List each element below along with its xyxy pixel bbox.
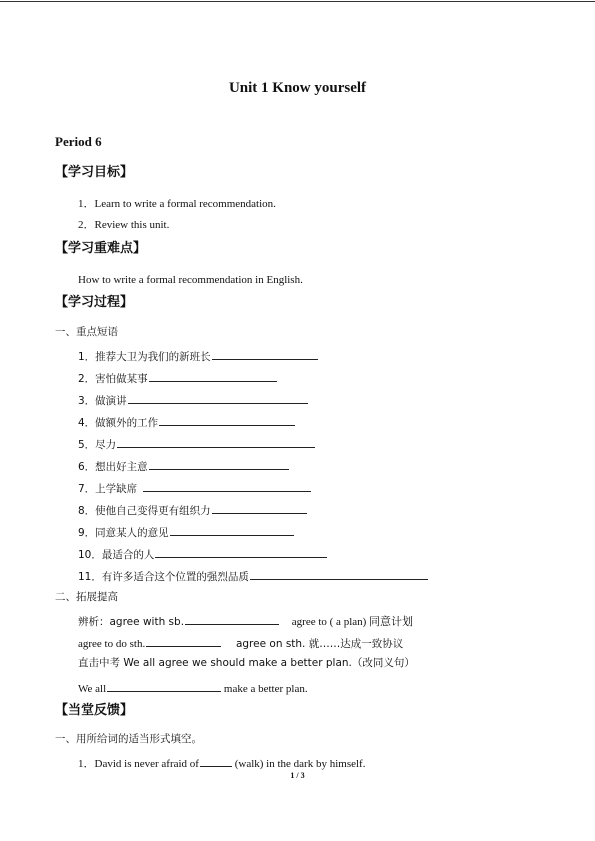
- phrase-item-9: 9．同意某人的意见: [78, 525, 294, 539]
- document-title: Unit 1 Know yourself: [228, 80, 367, 96]
- feedback-heading: 【当堂反馈】: [55, 703, 134, 718]
- key-points-heading: 【学习重难点】: [55, 241, 147, 256]
- phrase-item-4: 4．做额外的工作: [78, 415, 295, 429]
- answer-blank[interactable]: [212, 349, 318, 360]
- answer-blank[interactable]: [128, 393, 308, 404]
- page-number: 1 / 3: [290, 771, 305, 780]
- answer-blank[interactable]: [212, 503, 307, 514]
- phrase-item-7: 7．上学缺席: [78, 481, 311, 495]
- goal-item-1: 1．Learn to write a formal recommendation.: [78, 198, 276, 210]
- top-rule: [0, 1, 595, 2]
- answer-blank[interactable]: [250, 569, 428, 580]
- answer-blank[interactable]: [149, 371, 277, 382]
- answer-blank[interactable]: [146, 636, 221, 647]
- answer-blank[interactable]: [159, 415, 295, 426]
- phrase-item-10: 10．最适合的人: [78, 547, 327, 561]
- part1-heading: 一、重点短语: [55, 326, 118, 338]
- process-heading: 【学习过程】: [55, 295, 134, 310]
- answer-blank[interactable]: [155, 547, 327, 558]
- phrase-item-11: 11．有许多适合这个位置的强烈品质: [78, 569, 428, 583]
- answer-blank[interactable]: [170, 525, 294, 536]
- phrase-item-6: 6．想出好主意: [78, 459, 289, 473]
- extension-line-1: 辨析：agree with sb. agree to ( a plan) 同意计划: [78, 616, 414, 628]
- answer-blank[interactable]: [200, 756, 232, 767]
- answer-blank[interactable]: [143, 481, 311, 492]
- feedback-part-heading: 一、用所给词的适当形式填空。: [55, 733, 202, 745]
- part2-heading: 二、拓展提高: [55, 591, 118, 603]
- goal-item-2: 2．Review this unit.: [78, 219, 170, 231]
- phrase-item-5: 5．尽力: [78, 437, 315, 451]
- phrase-item-1: 1．推荐大卫为我们的新班长: [78, 349, 318, 363]
- answer-blank[interactable]: [107, 681, 221, 692]
- answer-blank[interactable]: [117, 437, 315, 448]
- goals-heading: 【学习目标】: [55, 165, 134, 180]
- answer-blank[interactable]: [185, 614, 279, 625]
- extension-line-4: We all make a better plan.: [78, 683, 308, 695]
- phrase-item-8: 8．使他自己变得更有组织力: [78, 503, 307, 517]
- phrase-item-3: 3．做演讲: [78, 393, 308, 407]
- extension-line-2: agree to do sth. agree on sth. 就……达成一致协议: [78, 638, 404, 650]
- feedback-question-1: 1．David is never afraid of (walk) in the dark by himself.: [78, 758, 366, 770]
- phrase-item-2: 2．害怕做某事: [78, 371, 277, 385]
- extension-line-3: 直击中考 We all agree we should make a better plan.（改同义句）: [78, 657, 415, 669]
- answer-blank[interactable]: [149, 459, 289, 470]
- period-label: Period 6: [55, 134, 102, 149]
- key-points-text: How to write a formal recommendation in English.: [78, 274, 303, 286]
